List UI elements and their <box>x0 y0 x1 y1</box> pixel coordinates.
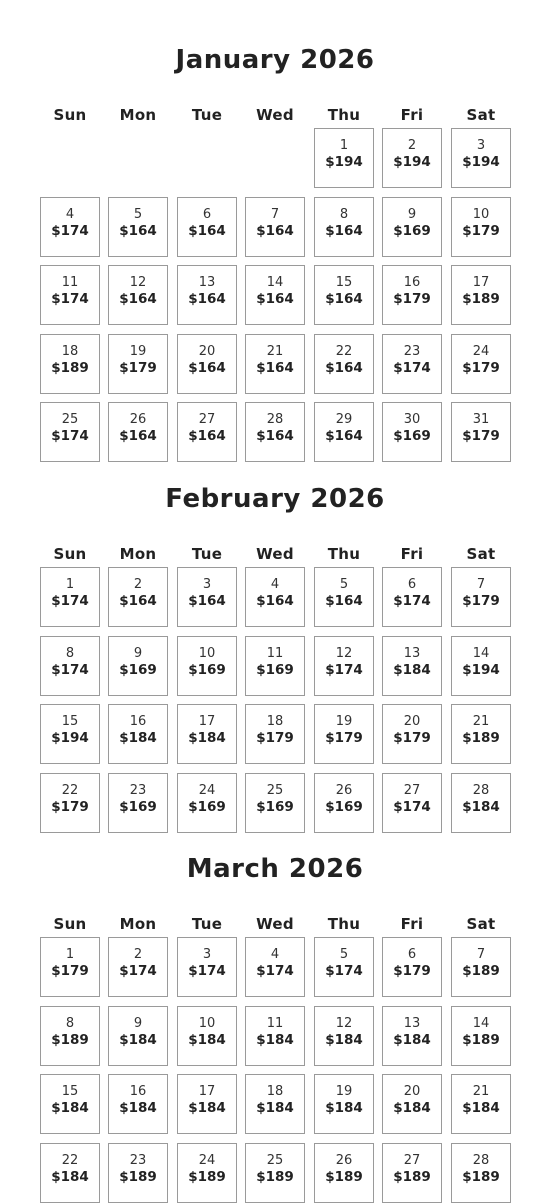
day-price: $164 <box>119 593 157 609</box>
day-cell[interactable] <box>314 1074 374 1134</box>
day-cell[interactable] <box>382 334 442 394</box>
day-cell[interactable] <box>314 197 374 257</box>
day-number: 5 <box>339 947 349 962</box>
day-number: 15 <box>335 275 353 290</box>
day-price: $184 <box>188 1031 226 1048</box>
day-price: $164 <box>188 291 226 307</box>
day-price: $194 <box>462 661 500 678</box>
day-price: $164 <box>256 291 294 307</box>
day-number: 10 <box>472 206 490 222</box>
weekday-label: Mon <box>119 545 157 563</box>
day-price: $184 <box>462 1100 500 1116</box>
day-cell[interactable] <box>314 402 374 462</box>
day-price: $189 <box>119 1168 157 1185</box>
day-price: $164 <box>256 222 294 239</box>
day-cell[interactable] <box>108 704 168 764</box>
day-cell[interactable] <box>382 1074 442 1134</box>
day-number: 13 <box>403 645 421 661</box>
day-number: 4 <box>270 577 280 592</box>
day-cell[interactable] <box>314 334 374 394</box>
day-price: $179 <box>393 730 431 746</box>
weekday-label: Mon <box>119 106 157 124</box>
day-cell[interactable] <box>382 402 442 462</box>
day-cell[interactable] <box>451 773 511 833</box>
day-cell[interactable] <box>451 197 511 257</box>
day-number: 5 <box>339 577 349 592</box>
day-cell[interactable] <box>382 197 442 257</box>
weekday-header-row <box>0 106 550 126</box>
day-number: 4 <box>270 947 280 962</box>
day-number: 22 <box>335 343 353 359</box>
day-number: 17 <box>472 275 490 290</box>
day-cell[interactable] <box>314 773 374 833</box>
day-number: 9 <box>133 645 143 661</box>
day-price: $169 <box>393 428 431 444</box>
day-cell[interactable] <box>382 704 442 764</box>
day-number: 23 <box>129 1152 147 1168</box>
weekday-label: Fri <box>400 915 424 933</box>
month-calendar <box>0 854 550 1184</box>
day-number: 26 <box>129 412 147 427</box>
day-number: 1 <box>65 947 75 962</box>
day-cell[interactable] <box>245 1143 305 1203</box>
day-price: $164 <box>188 222 226 239</box>
day-price: $179 <box>51 963 89 979</box>
day-cell[interactable] <box>40 197 100 257</box>
day-price: $179 <box>393 291 431 307</box>
weekday-label: Thu <box>327 106 361 124</box>
day-price: $189 <box>462 730 500 746</box>
day-price: $174 <box>393 798 431 815</box>
month-calendar <box>0 45 550 444</box>
day-number: 29 <box>335 412 353 427</box>
day-price: $184 <box>51 1168 89 1185</box>
day-price: $169 <box>256 798 294 815</box>
day-cell[interactable] <box>451 334 511 394</box>
day-cell[interactable] <box>177 636 237 696</box>
day-cell[interactable] <box>108 636 168 696</box>
day-cell[interactable] <box>245 402 305 462</box>
day-cell[interactable] <box>245 334 305 394</box>
day-cell[interactable] <box>451 636 511 696</box>
day-number: 2 <box>133 947 143 962</box>
day-price: $184 <box>188 730 226 746</box>
weekday-label: Wed <box>256 545 294 563</box>
weekday-label: Sat <box>466 915 496 933</box>
day-number: 25 <box>61 412 79 427</box>
day-number: 11 <box>61 275 79 290</box>
day-number: 11 <box>266 1015 284 1031</box>
day-price: $179 <box>462 222 500 239</box>
day-number: 18 <box>61 343 79 359</box>
weekday-label: Sat <box>466 545 496 563</box>
day-cell[interactable] <box>382 265 442 325</box>
day-number: 3 <box>476 138 486 153</box>
day-price: $179 <box>462 593 500 609</box>
day-price: $164 <box>256 428 294 444</box>
day-number: 6 <box>407 947 417 962</box>
day-cell[interactable] <box>245 1074 305 1134</box>
day-cell[interactable] <box>314 128 374 188</box>
day-price: $189 <box>188 1168 226 1185</box>
day-number: 14 <box>472 1015 490 1031</box>
day-cell[interactable] <box>177 1074 237 1134</box>
day-cell[interactable] <box>40 937 100 997</box>
month-calendar <box>0 484 550 814</box>
day-price: $179 <box>462 359 500 376</box>
day-price: $174 <box>256 963 294 979</box>
day-number: 20 <box>403 714 421 729</box>
day-price: $184 <box>393 1100 431 1116</box>
day-cell[interactable] <box>108 1074 168 1134</box>
day-cell[interactable] <box>245 704 305 764</box>
day-number: 12 <box>129 275 147 290</box>
month-title: March 2026 <box>186 854 364 884</box>
day-price: $184 <box>119 1031 157 1048</box>
day-number: 14 <box>472 645 490 661</box>
day-number: 25 <box>266 1152 284 1168</box>
day-cell[interactable] <box>40 402 100 462</box>
day-cell[interactable] <box>451 265 511 325</box>
day-number: 21 <box>472 714 490 729</box>
weekday-label: Sun <box>53 106 87 124</box>
day-number: 20 <box>403 1084 421 1099</box>
day-number: 15 <box>61 1084 79 1099</box>
day-price: $179 <box>462 428 500 444</box>
day-price: $189 <box>325 1168 363 1185</box>
day-price: $164 <box>188 359 226 376</box>
weekday-label: Tue <box>191 545 223 563</box>
day-cell[interactable] <box>108 567 168 627</box>
day-number: 18 <box>266 1084 284 1099</box>
day-price: $169 <box>325 798 363 815</box>
day-cell[interactable] <box>314 704 374 764</box>
day-cell[interactable] <box>451 567 511 627</box>
day-number: 27 <box>403 1152 421 1168</box>
weekday-label: Thu <box>327 545 361 563</box>
day-price: $189 <box>51 1031 89 1048</box>
day-price: $169 <box>393 222 431 239</box>
day-number: 19 <box>335 714 353 729</box>
day-cell[interactable] <box>245 937 305 997</box>
day-cell[interactable] <box>245 197 305 257</box>
day-cell[interactable] <box>177 704 237 764</box>
day-number: 28 <box>266 412 284 427</box>
day-number: 7 <box>270 206 280 222</box>
day-cell[interactable] <box>314 937 374 997</box>
day-price: $174 <box>393 593 431 609</box>
day-number: 17 <box>198 1084 216 1099</box>
day-price: $179 <box>256 730 294 746</box>
day-number: 25 <box>266 782 284 798</box>
day-cell[interactable] <box>451 937 511 997</box>
day-cell[interactable] <box>40 636 100 696</box>
day-price: $184 <box>188 1100 226 1116</box>
day-price: $169 <box>119 661 157 678</box>
day-price: $184 <box>119 730 157 746</box>
day-number: 20 <box>198 343 216 359</box>
day-number: 7 <box>476 577 486 592</box>
day-price: $184 <box>51 1100 89 1116</box>
day-price: $164 <box>325 222 363 239</box>
day-price: $174 <box>51 222 89 239</box>
day-number: 12 <box>335 645 353 661</box>
day-cell[interactable] <box>451 402 511 462</box>
day-price: $184 <box>256 1031 294 1048</box>
day-number: 17 <box>198 714 216 729</box>
day-number: 5 <box>133 206 143 222</box>
day-price: $189 <box>51 359 89 376</box>
day-number: 27 <box>198 412 216 427</box>
day-price: $164 <box>325 291 363 307</box>
day-number: 3 <box>202 947 212 962</box>
day-cell[interactable] <box>314 265 374 325</box>
day-cell[interactable] <box>177 1143 237 1203</box>
day-cell[interactable] <box>245 1006 305 1066</box>
day-cell[interactable] <box>245 567 305 627</box>
day-price: $184 <box>325 1031 363 1048</box>
day-price: $184 <box>119 1100 157 1116</box>
day-cell[interactable] <box>177 567 237 627</box>
day-price: $164 <box>325 428 363 444</box>
day-cell[interactable] <box>177 1006 237 1066</box>
weekday-header-row <box>0 545 550 565</box>
day-cell[interactable] <box>451 1006 511 1066</box>
day-number: 3 <box>202 577 212 592</box>
day-price: $174 <box>51 593 89 609</box>
day-cell[interactable] <box>177 334 237 394</box>
day-number: 6 <box>202 206 212 222</box>
day-cell[interactable] <box>108 937 168 997</box>
weekday-label: Sun <box>53 545 87 563</box>
day-cell[interactable] <box>245 265 305 325</box>
day-number: 31 <box>472 412 490 427</box>
day-cell[interactable] <box>245 773 305 833</box>
day-cell[interactable] <box>40 773 100 833</box>
day-cell[interactable] <box>108 1006 168 1066</box>
day-price: $164 <box>256 593 294 609</box>
day-cell[interactable] <box>451 1143 511 1203</box>
day-price: $174 <box>393 359 431 376</box>
day-price: $164 <box>256 359 294 376</box>
day-number: 2 <box>407 138 417 153</box>
day-price: $184 <box>325 1100 363 1116</box>
day-number: 24 <box>472 343 490 359</box>
day-price: $194 <box>325 154 363 170</box>
day-cell[interactable] <box>108 334 168 394</box>
day-cell[interactable] <box>382 128 442 188</box>
weekday-label: Thu <box>327 915 361 933</box>
day-cell[interactable] <box>40 1074 100 1134</box>
day-number: 21 <box>266 343 284 359</box>
day-price: $194 <box>462 154 500 170</box>
day-number: 13 <box>198 275 216 290</box>
day-price: $174 <box>51 291 89 307</box>
day-cell[interactable] <box>314 636 374 696</box>
day-number: 1 <box>339 138 349 153</box>
day-number: 18 <box>266 714 284 729</box>
day-number: 28 <box>472 782 490 798</box>
day-number: 11 <box>266 645 284 661</box>
day-price: $189 <box>256 1168 294 1185</box>
day-price: $164 <box>119 428 157 444</box>
day-price: $189 <box>462 291 500 307</box>
weekday-label: Sat <box>466 106 496 124</box>
day-cell[interactable] <box>40 567 100 627</box>
day-number: 27 <box>403 782 421 798</box>
day-number: 10 <box>198 1015 216 1031</box>
day-cell[interactable] <box>382 1143 442 1203</box>
day-cell[interactable] <box>382 567 442 627</box>
day-number: 10 <box>198 645 216 661</box>
day-price: $169 <box>256 661 294 678</box>
day-cell[interactable] <box>108 773 168 833</box>
day-number: 8 <box>65 1015 75 1031</box>
day-price: $194 <box>393 154 431 170</box>
day-cell[interactable] <box>314 567 374 627</box>
day-number: 30 <box>403 412 421 427</box>
day-price: $179 <box>51 798 89 815</box>
day-number: 22 <box>61 782 79 798</box>
day-price: $164 <box>325 593 363 609</box>
day-cell[interactable] <box>177 197 237 257</box>
day-number: 16 <box>403 275 421 290</box>
day-price: $174 <box>325 661 363 678</box>
day-number: 23 <box>403 343 421 359</box>
day-price: $184 <box>393 661 431 678</box>
day-cell[interactable] <box>177 402 237 462</box>
weekday-label: Sun <box>53 915 87 933</box>
day-price: $189 <box>462 963 500 979</box>
day-number: 7 <box>476 947 486 962</box>
weekday-label: Tue <box>191 106 223 124</box>
day-price: $179 <box>325 730 363 746</box>
day-cell[interactable] <box>382 937 442 997</box>
day-cell[interactable] <box>40 1143 100 1203</box>
day-price: $174 <box>188 963 226 979</box>
day-cell[interactable] <box>382 636 442 696</box>
day-number: 23 <box>129 782 147 798</box>
day-number: 24 <box>198 1152 216 1168</box>
day-cell[interactable] <box>451 128 511 188</box>
day-price: $194 <box>51 730 89 746</box>
weekday-label: Wed <box>256 915 294 933</box>
day-number: 9 <box>133 1015 143 1031</box>
day-price: $164 <box>119 222 157 239</box>
day-cell[interactable] <box>108 265 168 325</box>
day-price: $184 <box>393 1031 431 1048</box>
day-number: 12 <box>335 1015 353 1031</box>
day-number: 13 <box>403 1015 421 1031</box>
day-price: $164 <box>188 428 226 444</box>
day-cell[interactable] <box>451 704 511 764</box>
day-number: 14 <box>266 275 284 290</box>
day-number: 1 <box>65 577 75 592</box>
month-title: January 2026 <box>175 45 375 75</box>
day-price: $169 <box>119 798 157 815</box>
day-cell[interactable] <box>451 1074 511 1134</box>
day-cell[interactable] <box>177 773 237 833</box>
day-price: $184 <box>462 798 500 815</box>
day-price: $189 <box>393 1168 431 1185</box>
day-price: $164 <box>325 359 363 376</box>
day-price: $174 <box>51 661 89 678</box>
day-number: 26 <box>335 1152 353 1168</box>
weekday-label: Tue <box>191 915 223 933</box>
day-number: 6 <box>407 577 417 592</box>
day-price: $179 <box>119 359 157 376</box>
day-price: $174 <box>51 428 89 444</box>
day-number: 21 <box>472 1084 490 1099</box>
day-cell[interactable] <box>314 1006 374 1066</box>
day-number: 9 <box>407 206 417 222</box>
day-number: 16 <box>129 714 147 729</box>
day-cell[interactable] <box>177 937 237 997</box>
day-number: 8 <box>339 206 349 222</box>
day-number: 15 <box>61 714 79 729</box>
day-cell[interactable] <box>108 197 168 257</box>
weekday-label: Mon <box>119 915 157 933</box>
day-number: 8 <box>65 645 75 661</box>
day-cell[interactable] <box>382 1006 442 1066</box>
day-number: 19 <box>335 1084 353 1099</box>
day-price: $169 <box>188 661 226 678</box>
day-price: $179 <box>393 963 431 979</box>
day-number: 4 <box>65 206 75 222</box>
weekday-label: Wed <box>256 106 294 124</box>
day-number: 28 <box>472 1152 490 1168</box>
day-cell[interactable] <box>108 402 168 462</box>
day-number: 24 <box>198 782 216 798</box>
day-number: 22 <box>61 1152 79 1168</box>
day-price: $184 <box>256 1100 294 1116</box>
day-number: 19 <box>129 343 147 359</box>
day-cell[interactable] <box>382 773 442 833</box>
weekday-label: Fri <box>400 545 424 563</box>
day-cell[interactable] <box>40 704 100 764</box>
day-number: 26 <box>335 782 353 798</box>
day-price: $164 <box>119 291 157 307</box>
day-number: 2 <box>133 577 143 592</box>
day-price: $189 <box>462 1031 500 1048</box>
day-cell[interactable] <box>177 265 237 325</box>
day-price: $174 <box>119 963 157 979</box>
day-cell[interactable] <box>40 265 100 325</box>
day-cell[interactable] <box>40 334 100 394</box>
day-price: $174 <box>325 963 363 979</box>
day-cell[interactable] <box>40 1006 100 1066</box>
day-cell[interactable] <box>245 636 305 696</box>
day-price: $164 <box>188 593 226 609</box>
weekday-header-row <box>0 915 550 935</box>
day-price: $189 <box>462 1168 500 1185</box>
month-title: February 2026 <box>165 484 385 514</box>
weekday-label: Fri <box>400 106 424 124</box>
day-cell[interactable] <box>108 1143 168 1203</box>
day-price: $169 <box>188 798 226 815</box>
day-cell[interactable] <box>314 1143 374 1203</box>
day-number: 16 <box>129 1084 147 1099</box>
